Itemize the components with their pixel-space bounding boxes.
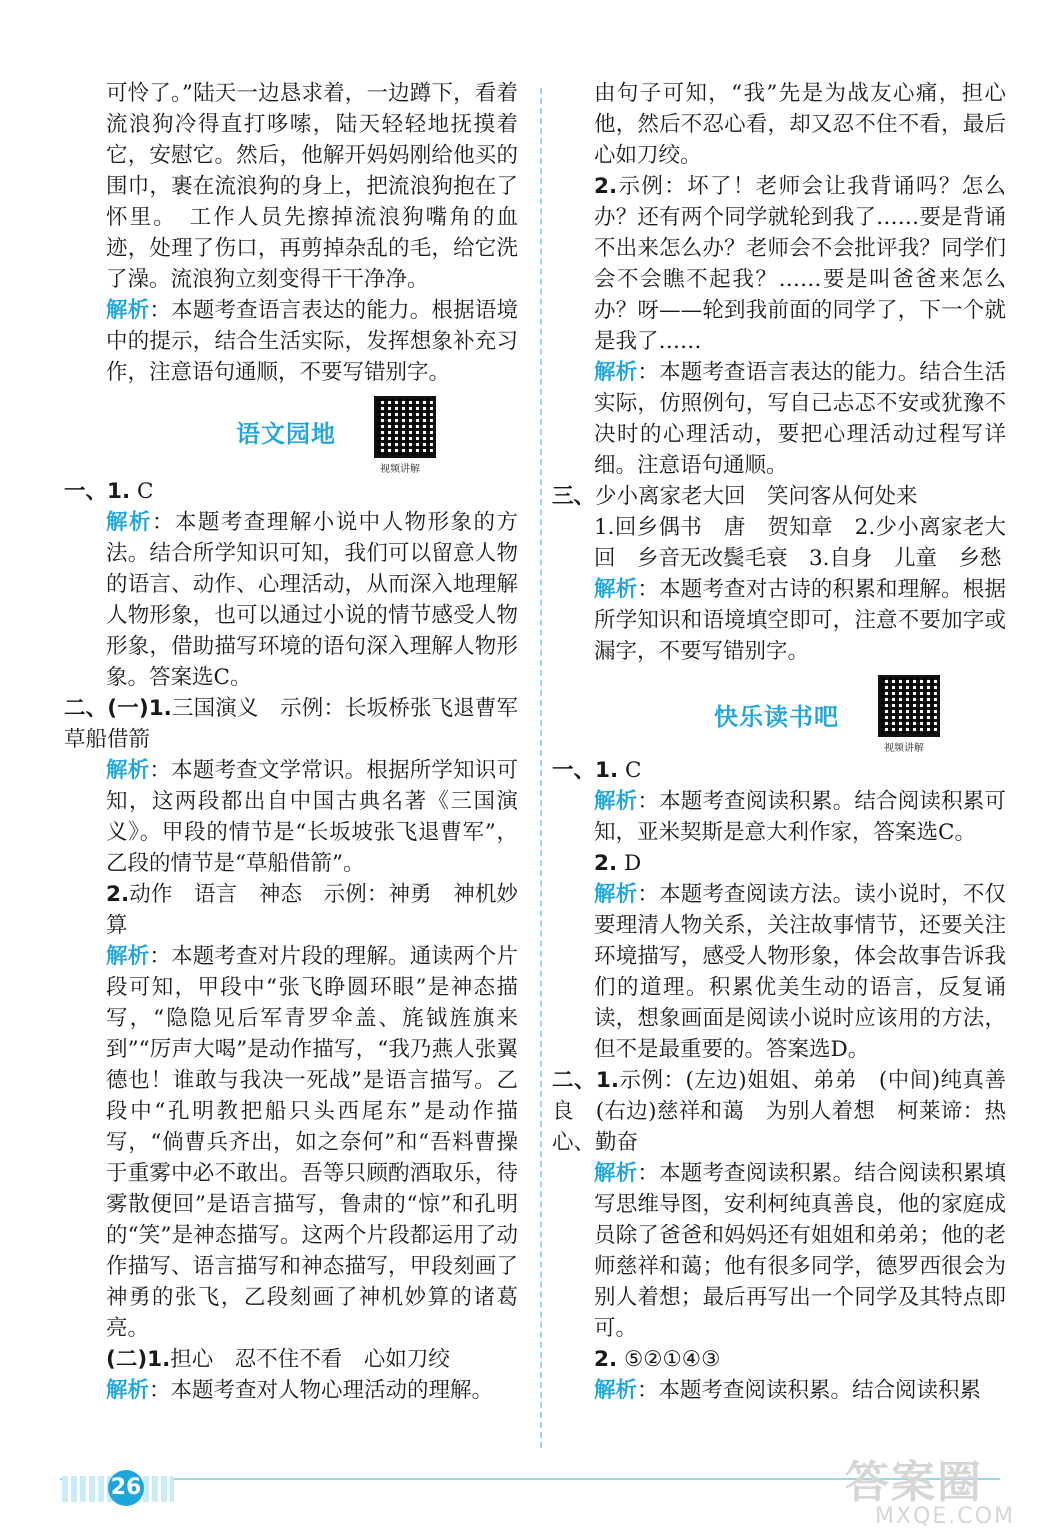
paragraph: 由句子可知，“我”先是为战友心痛，担心他，然后不忍心看，却又忍不住不看，最后心如刀绞。 [594,81,1006,168]
analysis-paragraph: 解析：本题考查对片段的理解。通读两个片段可知，甲段中“张飞睁圆环眼”是神态描写，“隐隐见后军青罗伞盖、旄钺旌旗来到”“厉声大喝”是动作描写，“我乃燕人张翼德也！谁敢与我决一死战”是语言描写。乙段中“孔明教把船只头西尾东”是动作描写，“倘曹兵齐出，如之奈何”和“吾料曹操于重雾中必不敢出。吾等只顾酌酒取乐，待雾散便回”是语言描写，鲁肃的“惊”和孔明的“笑”是神态描写。这两个片段都运用了动作描写、语言描写和神态描写，甲段刻画了神勇的张飞，乙段刻画了神机妙算的诸葛亮。 [106,944,518,1341]
analysis-label: 解析 [106,1378,150,1403]
analysis-paragraph: 解析：本题考查语言表达的能力。根据语境中的提示，结合生活实际，发挥想象补充习作，注意语句通顺，不要写错别字。 [106,298,518,385]
qr-code-icon[interactable] [374,396,436,458]
answer-line: 一、1. C [64,479,154,504]
analysis-paragraph: 解析：本题考查文学常识。根据所学知识可知，这两段都出自中国古典名著《三国演义》。甲段的情节是“长坂坡张飞退曹军”，乙段的情节是“草船借箭”。 [106,758,518,876]
analysis-label: 解析 [106,298,150,323]
answer-line: 2.动作 语言 神态 示例：神勇 神机妙算 [106,882,518,938]
watermark [845,1446,1025,1532]
page-number: 26 [108,1470,144,1506]
analysis-paragraph: 解析：本题考查对人物心理活动的理解。 [106,1378,494,1403]
analysis-paragraph: 解析：本题考查阅读积累。结合阅读积累可知，亚米契斯是意大利作家，答案选C。 [594,789,1006,845]
analysis-label: 解析 [106,758,150,783]
qr-caption: 视频讲解 [884,743,924,754]
column-divider [540,88,542,1448]
analysis-paragraph: 解析：本题考查语言表达的能力。结合生活实际，仿照例句，写自己忐忑不安或犹豫不决时的心理活动，要把心理活动过程写详细。注意语句通顺。 [594,360,1006,478]
section-title: 快乐读书吧 [714,703,839,731]
analysis-label: 解析 [594,577,638,602]
answer-line: 三、少小离家老大回 笑问客从何处来 [552,484,918,509]
watermark-url: MXQE.COM [875,1504,1015,1529]
answer-line: 2. ⑤②①④③ [594,1347,721,1372]
analysis-paragraph: 解析：本题考查阅读积累。结合阅读积累 [594,1378,982,1403]
qr-code-icon[interactable] [878,675,940,737]
answer-line: 一、1. C [552,758,642,783]
answer-line: 二、1.示例：(左边)姐姐、弟弟 (中间)纯真善良 (右边)慈祥和蔼 为别人着想 柯莱谛：热心、勤奋 [552,1068,1006,1155]
analysis-label: 解析 [106,510,152,535]
analysis-paragraph: 解析：本题考查对古诗的积累和理解。根据所学知识和语境填空即可，注意不要加字或漏字，不要写错别字。 [594,577,1006,664]
analysis-label: 解析 [594,882,638,907]
paragraph: 可怜了。”陆天一边恳求着，一边蹲下，看着流浪狗冷得直打哆嗦，陆天轻轻地抚摸着它，安慰它。然后，他解开妈妈刚给他买的围巾，裹在流浪狗的身上，把流浪狗抱在了怀里。 工作人员先擦掉流浪狗嘴角的血迹，处理了伤口，再剪掉杂乱的毛，给它洗了澡。流浪狗立刻变得干干净净。 [106,81,518,292]
qr-caption: 视频讲解 [380,464,420,475]
answer-line: 2. D [594,851,642,876]
analysis-label: 解析 [594,1378,638,1403]
analysis-label: 解析 [594,360,638,385]
answer-line: 2.示例：坏了！老师会让我背诵吗？怎么办？还有两个同学就轮到我了……要是背诵不出来怎么办？老师会不会批评我？同学们会不会瞧不起我？……要是叫爸爸来怎么办？呀——轮到我前面的同学了，下一个就是我了…… [594,174,1006,354]
analysis-label: 解析 [594,789,638,814]
answer-line: 二、(一)1.三国演义 示例：长坂桥张飞退曹军 草船借箭 [64,696,540,752]
analysis-paragraph: 解析：本题考查理解小说中人物形象的方法。结合所学知识可知，我们可以留意人物的语言、动作、心理活动，从而深入地理解人物形象，也可以通过小说的情节感受人物形象，借助描写环境的语句深入理解人物形象。答案选C。 [106,510,518,690]
page-number-badge [62,1470,174,1508]
answer-line: 1.回乡偶书 唐 贺知章 2.少小离家老大回 乡音无改鬓毛衰 3.自身 儿童 乡愁 [594,515,1006,571]
analysis-paragraph: 解析：本题考查阅读方法。读小说时，不仅要理清人物关系，关注故事情节，还要关注环境描写，感受人物形象，体会故事告诉我们的道理。积累优美生动的语言，反复诵读，想象画面是阅读小说时应该用的方法，但不是最重要的。答案选D。 [594,882,1006,1062]
watermark-text: 答案圈 [845,1457,983,1508]
section-title: 语文园地 [236,420,336,448]
section-header [106,388,518,476]
analysis-label: 解析 [594,1161,638,1186]
section-header [594,667,1006,755]
left-column [64,78,540,1406]
answer-line: (二)1.担心 忍不住不看 心如刀绞 [106,1347,450,1372]
analysis-label: 解析 [106,944,150,969]
right-column [552,78,1006,1406]
analysis-paragraph: 解析：本题考查阅读积累。结合阅读积累填写思维导图，安利柯纯真善良，他的家庭成员除了爸爸和妈妈还有姐姐和弟弟；他的老师慈祥和蔼；他有很多同学，德罗西很会为别人着想；最后再写出一个同学及其特点即可。 [594,1161,1006,1341]
